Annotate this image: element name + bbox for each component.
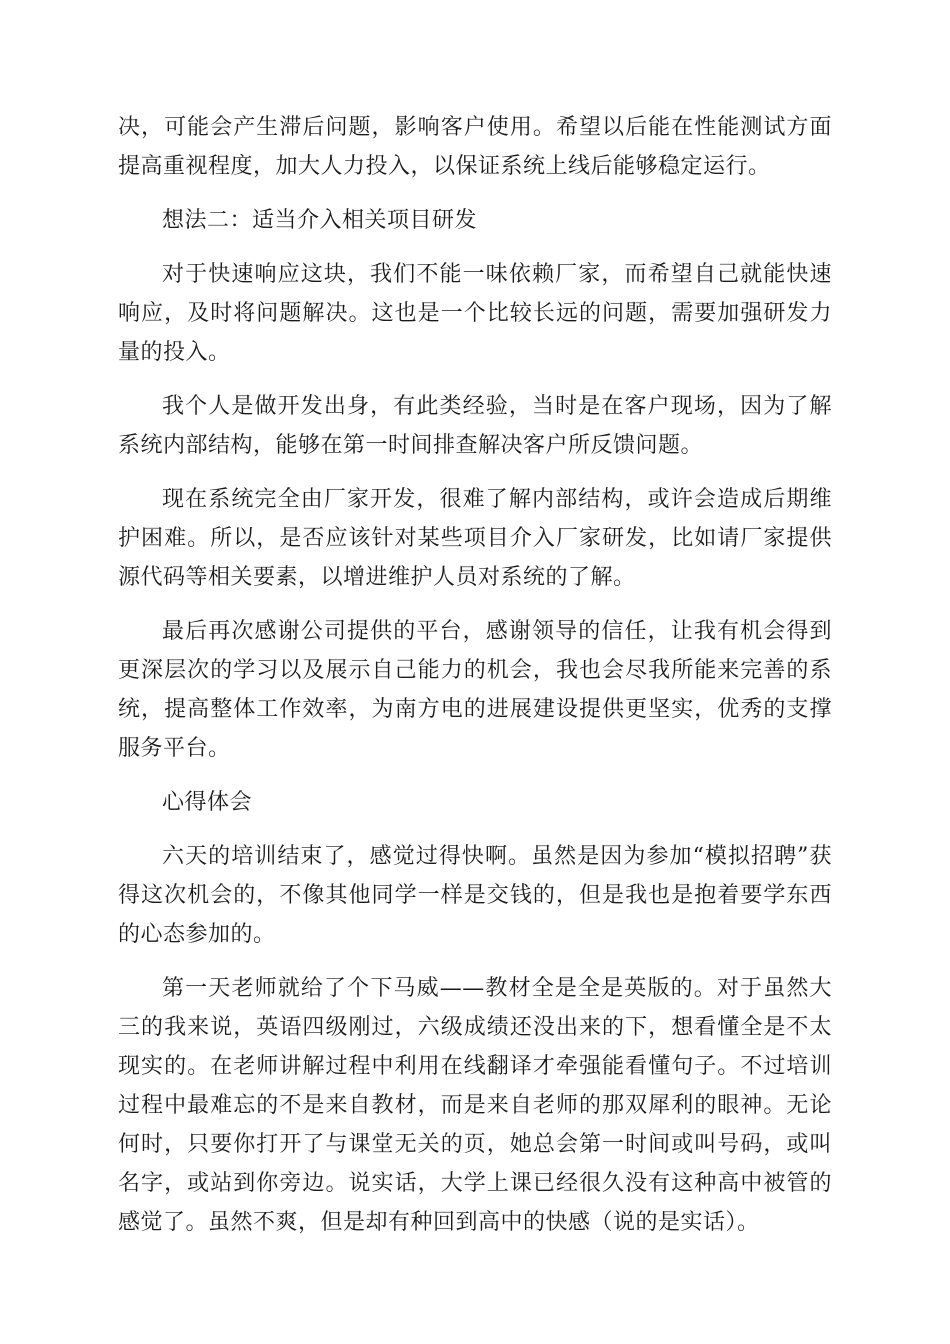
paragraph: 现在系统完全由厂家开发，很难了解内部结构，或许会造成后期维护困难。所以，是否应该针对某些项目介入厂家研发，比如请厂家提供源代码等相关要素，以增进维护人员对系统的了解。 xyxy=(118,487,832,590)
paragraph: 最后再次感谢公司提供的平台，感谢领导的信任，让我有机会得到更深层次的学习以及展示自己能力的机会，我也会尽我所能来完善的系统，提高整体工作效率，为南方电的进展建设提供更坚实，优秀的支撑服务平台。 xyxy=(118,619,832,761)
section-heading-reflections: 心得体会 xyxy=(162,790,253,815)
paragraph: 六天的培训结束了，感觉过得快啊。虽然是因为参加“模拟招聘”获得这次机会的，不像其他同学一样是交钱的，但是我也是抱着要学东西的心态参加的。 xyxy=(118,844,832,947)
paragraph: 对于快速响应这块，我们不能一味依赖厂家，而希望自己就能快速响应，及时将问题解决。这也是一个比较长远的问题，需要加强研发力量的投入。 xyxy=(118,262,832,365)
section-heading-idea-two: 想法二：适当介入相关项目研发 xyxy=(162,208,478,233)
paragraph-continuation: 决，可能会产生滞后问题，影响客户使用。希望以后能在性能测试方面提高重视程度，加大人力投入，以保证系统上线后能够稳定运行。 xyxy=(118,115,832,179)
paragraph: 我个人是做开发出身，有此类经验，当时是在客户现场，因为了解系统内部结构，能够在第一时间排查解决客户所反馈问题。 xyxy=(118,394,832,458)
document-body xyxy=(118,108,832,1257)
paragraph: 第一天老师就给了个下马威——教材全是全是英版的。对于虽然大三的我来说，英语四级刚过，六级成绩还没出来的下，想看懂全是不太现实的。在老师讲解过程中利用在线翻译才牵强能看懂句子。不过培训过程中最难忘的不是来自教材，而是来自老师的那双犀利的眼神。无论何时，只要你打开了与课堂无关的页，她总会第一时间或叫号码，或叫名字，或站到你旁边。说实话，大学上课已经很久没有这种高中被管的感觉了。虽然不爽，但是却有种回到高中的快感（说的是实话）。 xyxy=(118,976,832,1235)
